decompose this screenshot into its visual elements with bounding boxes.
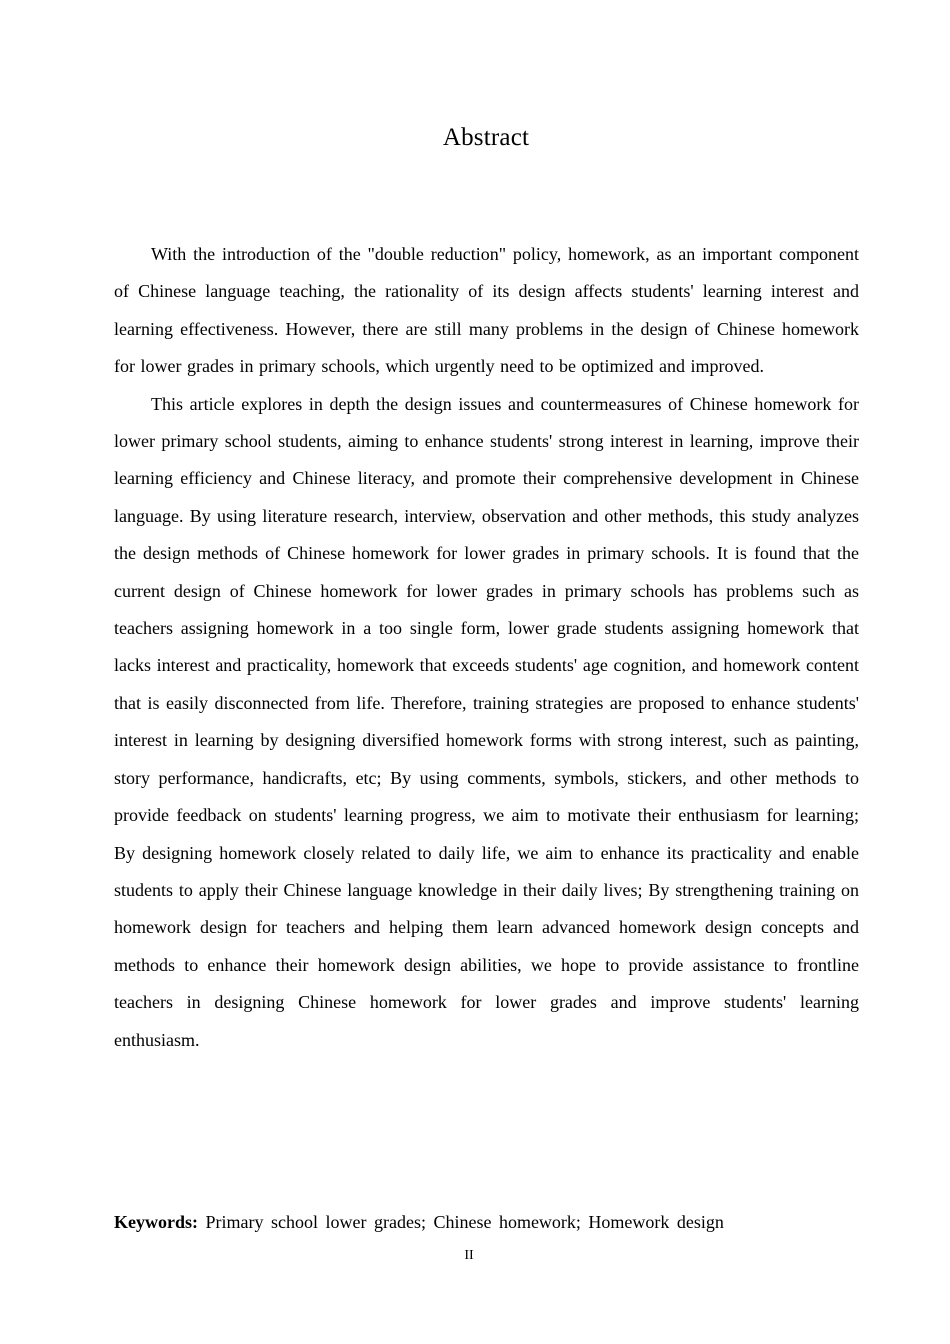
keywords-line — [114, 1207, 859, 1237]
abstract-title: Abstract — [442, 124, 530, 151]
page-number: II — [464, 1248, 474, 1263]
abstract-paragraph-2: This article explores in depth the design issues and countermeasures of Chinese homework for lower primary school students, aiming to enhance students' strong interest in learning, improve their learning efficiency and Chinese literacy, and promote their comprehensive development in Chinese language. By using literature research, interview, observation and other methods, this study analyzes the design methods of Chinese homework for lower grades in primary schools. It is found that the current design of Chinese homework for lower grades in primary schools has problems such as teachers assigning homework in a too single form, lower grade students assigning homework that lacks interest and practicality, homework that exceeds students' age cognition, and homework content that is easily disconnected from life. Therefore, training strategies are proposed to enhance students' interest in learning by designing diversified homework forms with strong interest, such as painting, story performance, handicrafts, etc; By using comments, symbols, stickers, and other methods to provide feedback on students' learning progress, we aim to motivate their enthusiasm for learning; By designing homework closely related to daily life, we aim to enhance its practicality and enable students to apply their Chinese language knowledge in their daily lives; By strengthening training on homework design for teachers and helping them learn advanced homework design concepts and methods to enhance their homework design abilities, we hope to provide assistance to frontline teachers in designing Chinese homework for lower grades and improve students' learning enthusiasm. — [114, 393, 859, 1050]
keywords-text: Primary school lower grades; Chinese homework; Homework design — [205, 1212, 724, 1232]
abstract-paragraph-1: With the introduction of the "double reduction" policy, homework, as an important component of Chinese language teaching, the rationality of its design affects students' learning interest and learning effectiveness. However, there are still many problems in the design of Chinese homework for lower grades in primary schools, which urgently need to be optimized and improved. — [114, 244, 859, 377]
abstract-body — [114, 236, 859, 1059]
keywords-label: Keywords: — [114, 1212, 198, 1232]
